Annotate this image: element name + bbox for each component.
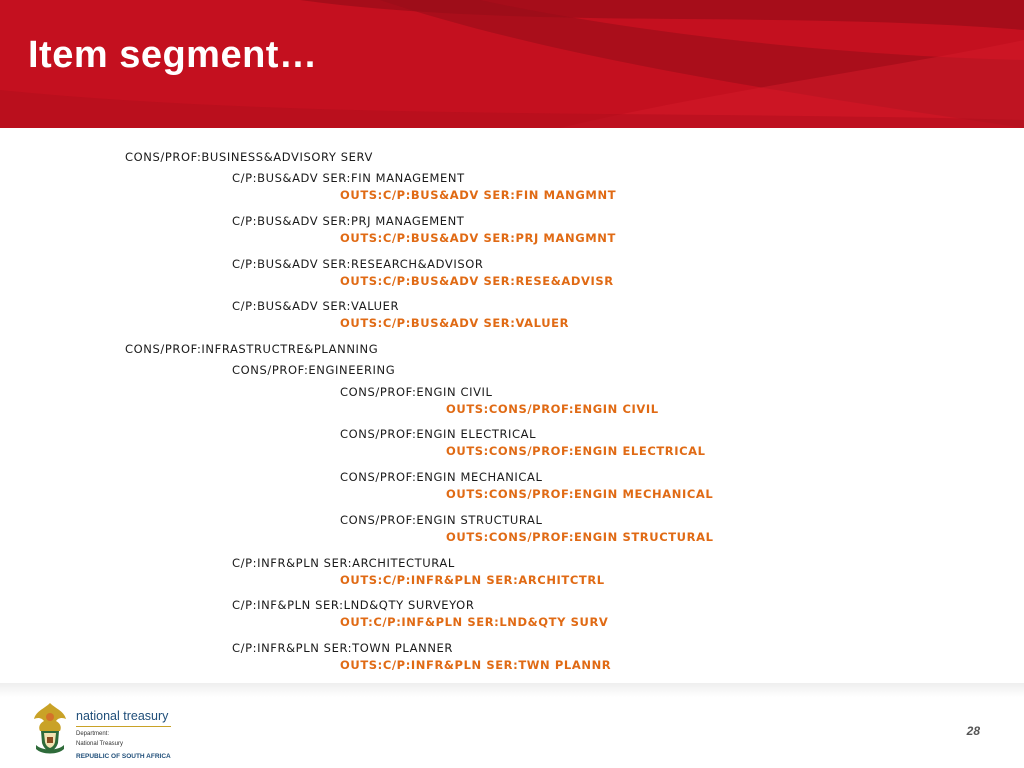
slide-footer [0, 683, 1024, 768]
outsourced-item: OUTS:CONS/PROF:ENGIN MECHANICAL [446, 487, 714, 501]
page-number: 28 [966, 724, 980, 738]
subcategory-item: CONS/PROF:ENGINEERING [232, 363, 396, 377]
subcategory-item: CONS/PROF:ENGIN STRUCTURAL [340, 513, 543, 527]
national-treasury-logo [30, 701, 180, 761]
logo-country: REPUBLIC OF SOUTH AFRICA [76, 753, 171, 760]
subcategory-item: C/P:INFR&PLN SER:ARCHITECTURAL [232, 556, 455, 570]
subcategory-item: C/P:BUS&ADV SER:PRJ MANAGEMENT [232, 214, 465, 228]
subcategory-item: CONS/PROF:ENGIN CIVIL [340, 385, 493, 399]
outsourced-item: OUTS:C/P:BUS&ADV SER:FIN MANGMNT [340, 188, 617, 202]
subcategory-item: CONS/PROF:ENGIN MECHANICAL [340, 470, 543, 484]
slide-title: Item segment… [28, 34, 318, 76]
subcategory-item: C/P:BUS&ADV SER:RESEARCH&ADVISOR [232, 257, 484, 271]
outsourced-item: OUTS:C/P:BUS&ADV SER:RESE&ADVISR [340, 274, 614, 288]
outsourced-item: OUTS:C/P:BUS&ADV SER:VALUER [340, 316, 570, 330]
logo-department-name: National Treasury [76, 741, 124, 747]
logo-department-label: Department: [76, 731, 110, 737]
subcategory-item: C/P:INF&PLN SER:LND&QTY SURVEYOR [232, 598, 475, 612]
outsourced-item: OUT:C/P:INF&PLN SER:LND&QTY SURV [340, 615, 609, 629]
outsourced-item: OUTS:C/P:BUS&ADV SER:PRJ MANGMNT [340, 231, 616, 245]
outsourced-item: OUTS:C/P:INFR&PLN SER:ARCHITCTRL [340, 573, 605, 587]
subcategory-item: C/P:INFR&PLN SER:TOWN PLANNER [232, 641, 453, 655]
subcategory-item: CONS/PROF:ENGIN ELECTRICAL [340, 427, 537, 441]
outsourced-item: OUTS:CONS/PROF:ENGIN ELECTRICAL [446, 444, 706, 458]
category-item: CONS/PROF:INFRASTRUCTRE&PLANNING [125, 342, 379, 356]
coat-of-arms-icon [30, 701, 70, 757]
logo-name: national treasury [76, 709, 169, 723]
subcategory-item: C/P:BUS&ADV SER:FIN MANAGEMENT [232, 171, 465, 185]
item-segment-list [0, 128, 1024, 683]
outsourced-item: OUTS:CONS/PROF:ENGIN CIVIL [446, 402, 659, 416]
subcategory-item: C/P:BUS&ADV SER:VALUER [232, 299, 400, 313]
logo-divider [76, 726, 171, 727]
outsourced-item: OUTS:CONS/PROF:ENGIN STRUCTURAL [446, 530, 714, 544]
slide-header [0, 0, 1024, 128]
outsourced-item: OUTS:C/P:INFR&PLN SER:TWN PLANNR [340, 658, 612, 672]
category-item: CONS/PROF:BUSINESS&ADVISORY SERV [125, 150, 373, 164]
